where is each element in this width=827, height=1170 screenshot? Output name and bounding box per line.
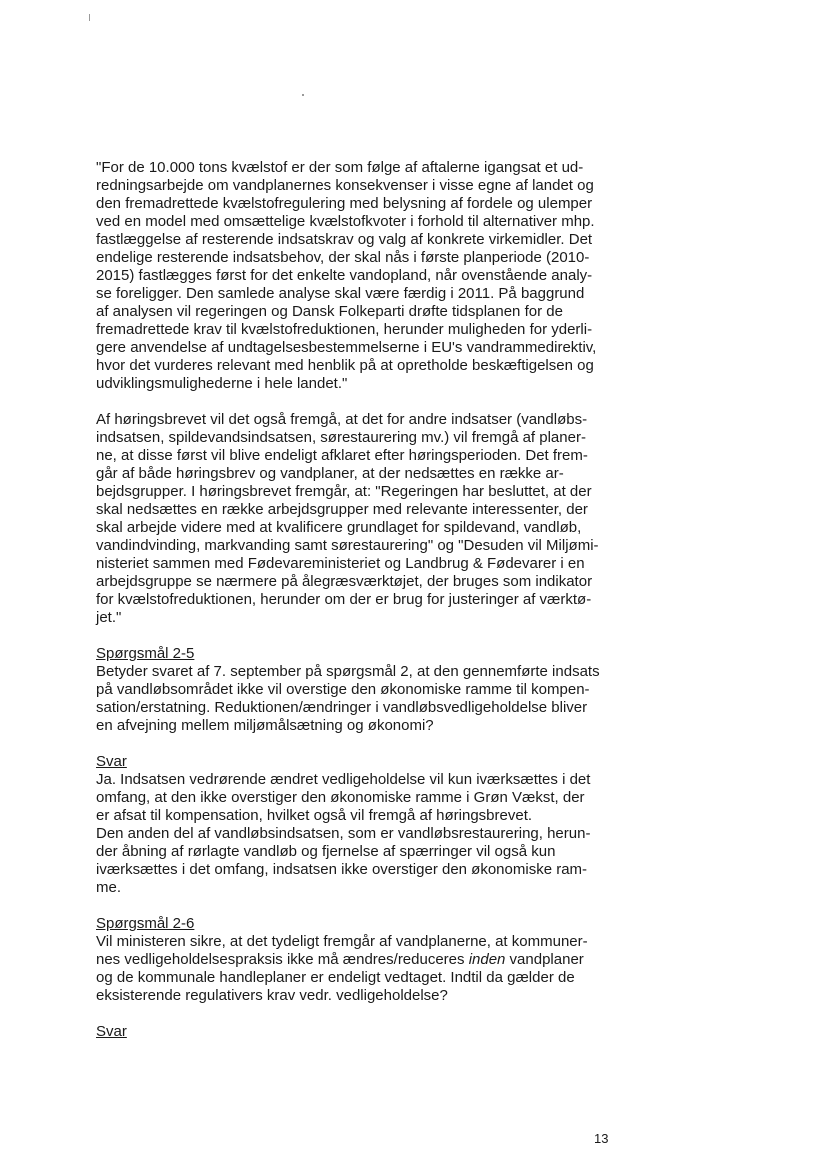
text-line: der åbning af rørlagte vandløb og fjernelse af spærringer vil også kun xyxy=(96,843,556,860)
text-line: ne, at disse først vil blive endeligt afklaret efter høringsperioden. Det frem- xyxy=(96,447,588,464)
text-line: se foreligger. Den samlede analyse skal være færdig i 2011. På baggrund xyxy=(96,285,585,302)
question-heading: Spørgsmål 2-5 xyxy=(96,645,195,662)
text-run: vandplaner xyxy=(505,951,584,968)
text-line: vandindvinding, markvanding samt sørestaurering" og "Desuden vil Miljømi- xyxy=(96,537,599,554)
text-line: iværksættes i det omfang, indsatsen ikke overstiger den økonomiske ram- xyxy=(96,861,588,878)
text-line: Betyder svaret af 7. september på spørgsmål 2, at den gennemførte indsats xyxy=(96,663,600,680)
answer-2-6 xyxy=(96,1023,626,1041)
text-line: ved en model med omsættelige kvælstofkvoter i forhold til alternativer mhp. xyxy=(96,213,595,230)
text-line: skal arbejde videre med at kvalificere grundlaget for spildevand, vandløb, xyxy=(96,519,582,536)
text-line: en afvejning mellem miljømålsætning og økonomi? xyxy=(96,717,434,734)
text-line: jet." xyxy=(96,609,122,626)
text-line: fremadrettede krav til kvælstofreduktionen, herunder muligheden for yderli- xyxy=(96,321,593,338)
text-line: og de kommunale handleplaner er endeligt vedtaget. Indtil da gælder de xyxy=(96,969,575,986)
text-run: nes vedligeholdelsespraksis ikke må ændres/reduceres xyxy=(96,951,469,968)
answer-heading: Svar xyxy=(96,753,127,770)
text-line: 2015) fastlægges først for det enkelte vandopland, når ovenstående analy- xyxy=(96,267,593,284)
scan-speck xyxy=(89,14,90,21)
text-line: på vandløbsområdet ikke vil overstige den økonomiske ramme til kompen- xyxy=(96,681,590,698)
emphasis-text: inden xyxy=(468,951,506,968)
text-line: gere anvendelse af undtagelsesbestemmelserne i EU's vandrammedirektiv, xyxy=(96,339,597,356)
text-line: nisteriet sammen med Fødevareministeriet og Landbrug & Fødevarer i en xyxy=(96,555,585,572)
answer-2-5 xyxy=(96,753,626,897)
question-2-6 xyxy=(96,915,626,1005)
question-heading: Spørgsmål 2-6 xyxy=(96,915,195,932)
text-line: hvor det vurderes relevant med henblik på at opretholde beskæftigelsen og xyxy=(96,357,594,374)
text-line: bejdsgrupper. I høringsbrevet fremgår, at: "Regeringen har besluttet, at der xyxy=(96,483,592,500)
question-2-5 xyxy=(96,645,626,735)
body-paragraph xyxy=(96,411,626,627)
text-line: skal nedsættes en række arbejdsgrupper med relevante interessenter, der xyxy=(96,501,588,518)
text-line: omfang, at den ikke overstiger den økonomiske ramme i Grøn Vækst, der xyxy=(96,789,585,806)
text-line: "For de 10.000 tons kvælstof er der som følge af aftalerne igangsat et ud- xyxy=(96,159,584,176)
text-line: den fremadrettede kvælstofregulering med belysning af fordele og ulemper xyxy=(96,195,593,212)
text-line: arbejdsgruppe se nærmere på ålegræsværktøjet, der bruges som indikator xyxy=(96,573,593,590)
text-line: af analysen vil regeringen og Dansk Folkeparti drøfte tidsplanen for de xyxy=(96,303,563,320)
text-line: for kvælstofreduktionen, herunder om der er brug for justeringer af værktø- xyxy=(96,591,592,608)
text-line: går af både høringsbrev og vandplaner, at der nedsættes en række ar- xyxy=(96,465,564,482)
text-line: Af høringsbrevet vil det også fremgå, at det for andre indsatser (vandløbs- xyxy=(96,411,588,428)
text-line: Ja. Indsatsen vedrørende ændret vedligeholdelse vil kun iværksættes i det xyxy=(96,771,591,788)
page-number: 13 xyxy=(594,1131,609,1146)
text-line: udviklingsmulighederne i hele landet." xyxy=(96,375,348,392)
scan-speck xyxy=(302,94,304,96)
text-line: Vil ministeren sikre, at det tydeligt fremgår af vandplanerne, at kommuner- xyxy=(96,933,588,950)
text-line: Den anden del af vandløbsindsatsen, som er vandløbsrestaurering, herun- xyxy=(96,825,591,842)
text-line: me. xyxy=(96,879,122,896)
text-line: fastlæggelse af resterende indsatskrav og valg af konkrete virkemidler. Det xyxy=(96,231,593,248)
text-line: sation/erstatning. Reduktionen/ændringer i vandløbsvedligeholdelse bliver xyxy=(96,699,588,716)
text-line: endelige resterende indsatsbehov, der skal nås i første planperiode (2010- xyxy=(96,249,590,266)
text-line: eksisterende regulativers krav vedr. vedligeholdelse? xyxy=(96,987,448,1004)
text-line: indsatsen, spildevandsindsatsen, sørestaurering mv.) vil fremgå af planer- xyxy=(96,429,586,446)
text-line xyxy=(96,951,626,969)
quote-paragraph xyxy=(96,159,626,393)
text-line: redningsarbejde om vandplanernes konsekvenser i visse egne af landet og xyxy=(96,177,594,194)
answer-heading: Svar xyxy=(96,1023,127,1040)
text-line: er afsat til kompensation, hvilket også vil fremgå af høringsbrevet. xyxy=(96,807,533,824)
document-body xyxy=(96,159,626,1041)
